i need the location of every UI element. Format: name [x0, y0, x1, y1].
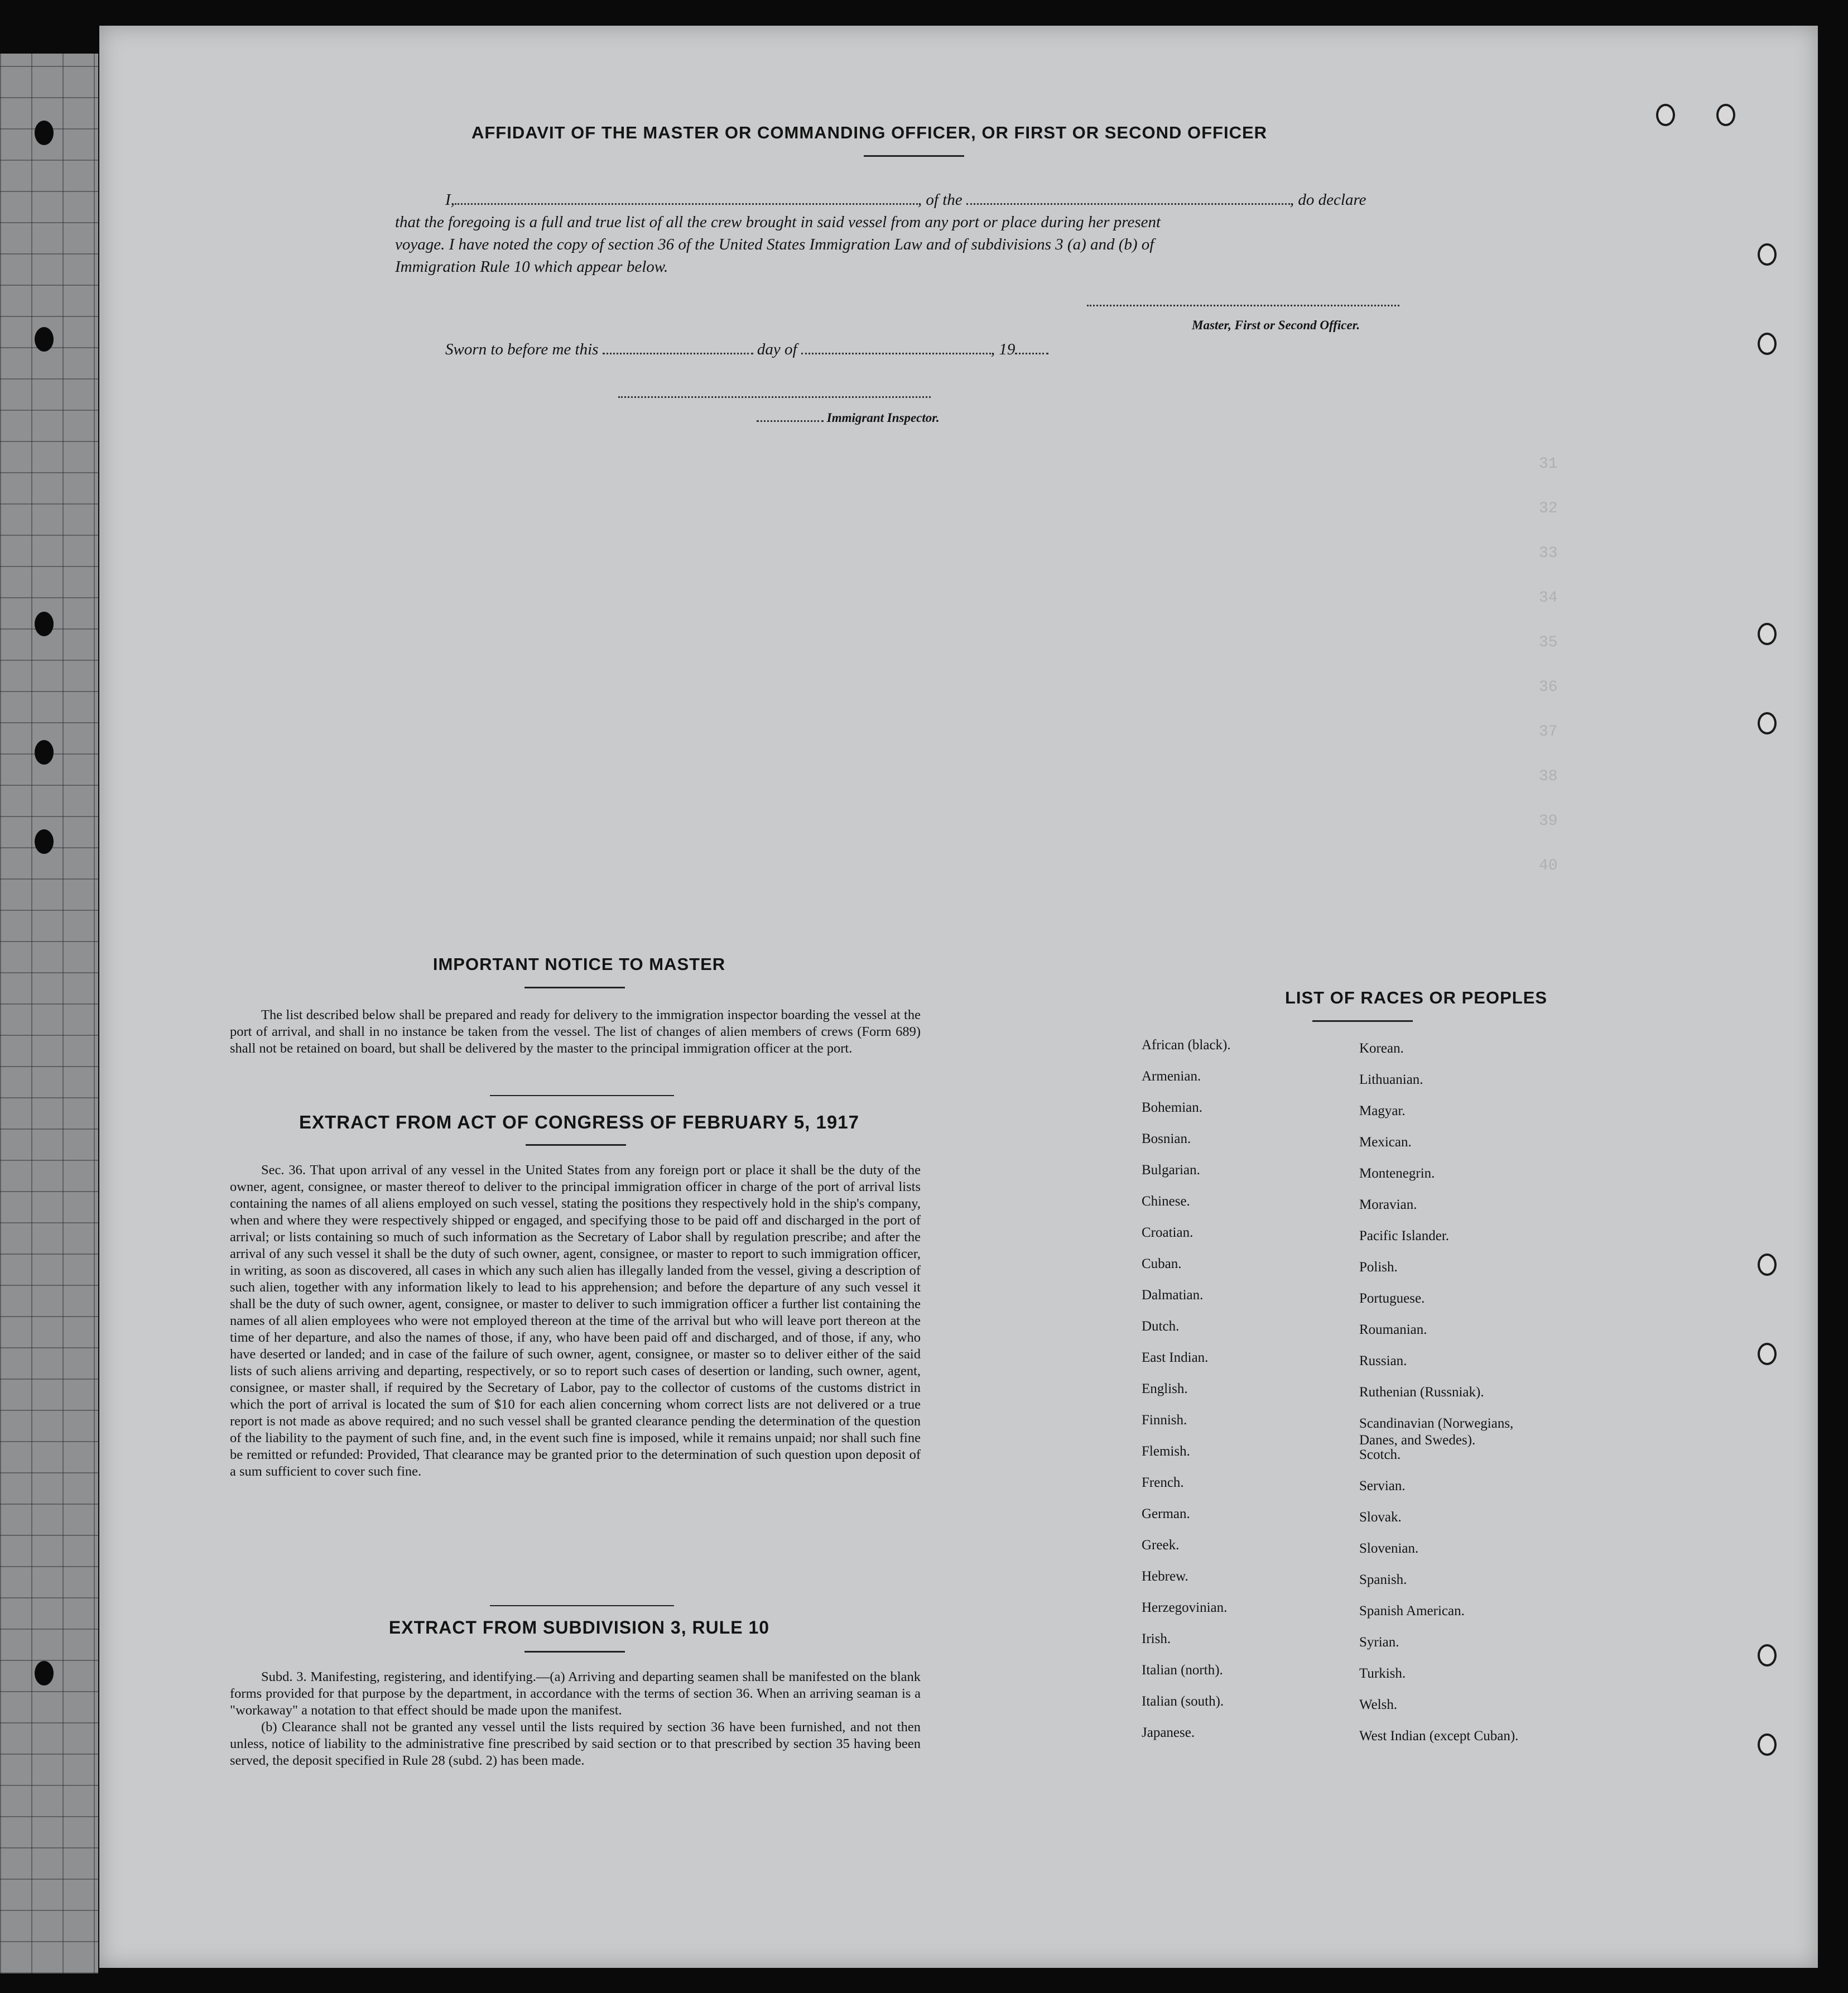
extract-rule-title: EXTRACT FROM SUBDIVISION 3, RULE 10 — [388, 1617, 770, 1637]
race-item: Ruthenian (Russniak). — [1359, 1385, 1484, 1400]
race-item: German. — [1142, 1506, 1190, 1521]
race-item: Pacific Islander. — [1359, 1228, 1450, 1243]
binder-hole — [1758, 1733, 1777, 1756]
sworn-line — [445, 340, 1048, 359]
race-item: Italian (north). — [1142, 1663, 1223, 1678]
race-item: Welsh. — [1359, 1697, 1398, 1712]
race-item: English. — [1142, 1381, 1188, 1396]
sworn-prefix: Sworn to before me this — [445, 340, 599, 358]
binder-hole — [1758, 1343, 1777, 1365]
affidavit-of-the-label: , of the — [917, 191, 963, 209]
binder-hole — [1758, 712, 1777, 734]
race-item: Moravian. — [1359, 1197, 1417, 1212]
race-item: Spanish American. — [1359, 1603, 1465, 1619]
race-item: East Indian. — [1142, 1350, 1209, 1365]
race-item: Magyar. — [1359, 1103, 1406, 1118]
binder-hole — [1758, 243, 1777, 266]
race-item: Turkish. — [1359, 1666, 1406, 1681]
binder-hole — [1758, 1644, 1777, 1667]
binder-hole — [1758, 333, 1777, 355]
affidavit-i-label: I, — [445, 191, 455, 209]
extract-act-text: Sec. 36. That upon arrival of any vessel in the United States from any foreign port or place it shall be the duty of the owner, agent, consignee, or master thereof to deliver to the principal immigration officer in charge of the port of arrival lists containing the names of all aliens employed on such vessel, stating the positions they respectively hold in the ship's company, when and where they were respectively shipped or engaged, and specifying those to be paid off and discharged in the port of arrival; or lists containing so much of such information as the Secretary of Labor shall by regulation prescribe; and after the arrival of any such vessel it shall be the duty of such owner, agent, consignee, or master to report to such immigration officer, in writing, as soon as discovered, all cases in which any such alien has illegally landed from the vessel, giving a description of such alien, together with any information likely to lead to his apprehension; and before the departure of any such vessel it shall be the duty of such owner, agent, consignee, or master to deliver to such immigration officer a further list containing the names of all alien employees who were not employed thereon at the time of the arrival but who will leave port thereon at the time of her departure, and also the names of those, if any, who have been paid off and discharged, and of those, if any, who have deserted or landed; and in case of the failure of such owner, agent, consignee, or master so to deliver either of the said lists of such aliens arriving and departing, respectively, or so to report such cases of desertion or landing, such owner, agent, consignee, or master shall, if required by the Secretary of Labor, pay to the collector of customs of the customs district in which the port of arrival is located the sum of $10 for each alien concerning whom correct lists are not delivered or a true report is not made as above required; and no such vessel shall be granted clearance pending the determination of the question of the liability to the payment of such fine, and, in the event such fine is imposed, while it remains unpaid; nor shall such fine be remitted or refunded: Provided, That clearance may be granted prior to the determination of such question upon deposit of a sum sufficient to cover such fine. — [230, 1163, 921, 1479]
race-item: Syrian. — [1359, 1635, 1399, 1650]
race-item: Japanese. — [1142, 1725, 1195, 1740]
race-item: Dutch. — [1142, 1319, 1180, 1334]
inspector-signature-blank[interactable] — [618, 396, 931, 398]
extract-rule-text-b: (b) Clearance shall not be granted any vessel until the lists required by section 36 have been furnished, and not then unless, notice of liability to the administrative fine prescribed by said section or to that prescribed by section 35 having been served, the deposit specified in Rule 28 (subd. 2) has been made. — [230, 1720, 921, 1768]
vessel-name-blank[interactable] — [966, 203, 1290, 205]
race-item: Korean. — [1359, 1041, 1404, 1056]
races-title: LIST OF RACES OR PEOPLES — [1284, 988, 1548, 1007]
race-item: French. — [1142, 1475, 1184, 1490]
master-signature-blank[interactable] — [1087, 305, 1399, 306]
races-left-column — [1142, 1037, 1231, 1756]
binder-hole — [1656, 104, 1675, 126]
race-item: Greek. — [1142, 1538, 1180, 1553]
race-item: Cuban. — [1142, 1256, 1182, 1271]
race-item: Herzegovinian. — [1142, 1600, 1228, 1615]
race-item: Hebrew. — [1142, 1569, 1188, 1584]
race-item: Servian. — [1359, 1478, 1406, 1493]
race-item: Dalmatian. — [1142, 1288, 1204, 1303]
race-item: Finnish. — [1142, 1413, 1187, 1428]
affidavit-title: AFFIDAVIT OF THE MASTER OR COMMANDING OFFICER, OR FIRST OR SECOND OFFICER — [471, 123, 1268, 142]
race-item: Scandinavian (Norwegians, Danes, and Swedes). — [1359, 1416, 1514, 1448]
race-item: Italian (south). — [1142, 1694, 1224, 1709]
race-item: Lithuanian. — [1359, 1072, 1423, 1087]
race-item: Chinese. — [1142, 1194, 1190, 1209]
master-signature-label: Master, First or Second Officer. — [1192, 318, 1360, 332]
race-item: Croatian. — [1142, 1225, 1194, 1240]
race-item: Scotch. — [1359, 1447, 1401, 1462]
race-item: Russian. — [1359, 1353, 1407, 1368]
race-item: Bulgarian. — [1142, 1163, 1200, 1178]
affidavit-line-4: Immigration Rule 10 which appear below. — [395, 258, 668, 276]
inspector-label: Immigrant Inspector. — [757, 411, 940, 425]
binder-hole — [1716, 104, 1735, 126]
race-item: Roumanian. — [1359, 1322, 1427, 1337]
binder-hole — [1758, 623, 1777, 645]
race-item: Portuguese. — [1359, 1291, 1425, 1306]
binder-hole — [1758, 1254, 1777, 1276]
sworn-day-blank[interactable] — [603, 353, 753, 354]
race-item: Slovak. — [1359, 1510, 1402, 1525]
extract-act-title: EXTRACT FROM ACT OF CONGRESS OF FEBRUARY 5, 1917 — [299, 1112, 859, 1132]
extract-rule-text-a: Subd. 3. Manifesting, registering, and identifying.—(a) Arriving and departing seamen shall be manifested on the blank forms provided for that purpose by the department, in accordance with the terms of section 36. When an arriving seaman is a "workaway" a notation to that effect should be made upon the manifest. — [230, 1669, 921, 1718]
race-item: Polish. — [1359, 1260, 1398, 1275]
manifest-page: 31 32 33 34 35 36 37 38 39 40 AFFIDAVIT OF THE MASTER OR COMMANDING OFFICER, OR FIRST OR SECOND OFFICER I, , of the , do declare that the foregoing is a full and true list of all the crew brought in said vessel from any port or place during her present voyage. I have noted the copy of section 36 of the United States Immigration Law and of subdivisions 3 (a) and (b) of Immigration Rule 10 which appear below. Master, First or Second Officer. Sworn to before me this day of , 19 Immigrant Inspector. IMPORTANT NOTICE TO MASTER The list described below shall be prepared and ready for delivery to the immigration inspector boarding the vessel at the port of arrival, and shall in no instance be taken from the vessel. The list of changes of alien members of crews (Form 689) shall not be retained on board, but shall be delivered by the master to the principal immigration officer at the port. EXTRACT FROM ACT OF CONGRESS OF FEBRUARY 5, 1917 Sec. 36. That upon arrival of any vessel in the United States from any foreign port or place it shall be the duty of the owner, agent, consignee, or master thereof to deliver to the principal immigration officer in charge of the port of arrival lists containing the names of all aliens employed on such vessel, stating the positions they respectively hold in the ship's company, when and where they were respectively shipped or engaged, and specifying those to be paid off and discharged in the port of arrival; or lists containing so much of such information as the Secretary of Labor shall by regulation prescribe; and after the arrival of any such vessel it shall be the duty of such owner, agent, consignee, or master to report to such immigration officer, in writing, as soon as discovered, all cases in which any such alien has illegally landed from the vessel, giving a description of such alien, together with any information likely to lead to his apprehension; and before the departure of any such vessel it shall be the duty of such owner, agent, consignee, or master to deliver to such immigration officer a further list containing the names of all alien employees who were not employed thereon at the time of the arrival but who will leave port thereon at the time of her departure, and also the names of those, if any, who have been paid off and discharged, and of those, if any, who have deserted or landed; and in case of the failure of such owner, agent, consignee, or master so to deliver either of the said lists of such aliens arriving and departing, respectively, or so to report such cases of desertion or landing, such owner, agent, consignee, or master shall, if required by the Secretary of Labor, pay to the collector of customs of the customs district in which the port of arrival is located the sum of $10 for each alien concerning whom correct lists are not delivered or a true report is not made as above required; and no such vessel shall be granted clearance pending the determination of the question of the liability to the payment of such fine, and, in the event such fine is imposed, while it remains unpaid; nor shall such fine be remitted or refunded: Provided, That clearance may be granted prior to the determination of such question upon deposit of a sum sufficient to cover such fine. EXTRACT FROM SUBDIVISION 3, RULE 10 Subd. 3. Manifesting, registering, and identifying.—(a) Arriving and departing seamen shall be manifested on the blank forms provided for that purpose by the department, in accordance with the terms of section 36. When an arriving seaman is a "workaway" a notation to that effect should be made upon the manifest. (b) Clearance shall not be granted any vessel until the lists required by section 36 have been furnished, and not then unless, notice of liability to the administrative fine prescribed by said section or to that prescribed by section 35 having been served, the deposit specified in Rule 28 (subd. 2) has been made. LIST OF RACES OR PEOPLES African (black). Armenian. Bohemian. Bosnian. Bulgarian. Chinese. Croatian. Cuban. Dalmatian. Dutch. East Indian. English. Finnish. Flemish. French. German. Greek. Hebrew. Herzegovinian. Irish. Italian (north). Italian (south). Japanese. Korean. Lithuanian. Magyar. Mexican. Montenegrin. Moravian. Pacific Islander. Polish. Portuguese. Roumanian. Russian. Ruthenian (Russniak). Scandinavian (Norwegians, Danes, and Swedes). Scotch. Servian. Slovak. Slovenian. Spanish. Spanish American. Syrian. Turkish. Welsh. West Indian (except Cuban). — [99, 26, 1818, 1968]
notice-text: The list described below shall be prepared and ready for delivery to the immigration inspector boarding the vessel at the port of arrival, and shall in no instance be taken from the vessel. The list of changes of alien members of crews (Form 689) shall not be retained on board, but shall be delivered by the master to the principal immigration officer at the port. — [230, 1007, 921, 1056]
races-right-column — [1359, 1040, 1518, 1759]
race-item: Bosnian. — [1142, 1131, 1191, 1146]
race-item: Flemish. — [1142, 1444, 1190, 1459]
race-item: Slovenian. — [1359, 1541, 1419, 1556]
affidavit-do-declare-label: , do declare — [1289, 191, 1366, 209]
sworn-year: , 19 — [990, 340, 1016, 358]
affidavit-declaration-line — [445, 191, 1366, 209]
race-item: Bohemian. — [1142, 1100, 1203, 1115]
adjacent-page-strip — [0, 54, 98, 1973]
race-item: Armenian. — [1142, 1069, 1201, 1084]
race-item: African (black). — [1142, 1038, 1231, 1053]
race-item: Mexican. — [1359, 1135, 1412, 1150]
race-item: Spanish. — [1359, 1572, 1407, 1587]
extract-rule-text — [230, 1669, 921, 1769]
affidavit-line-2: that the foregoing is a full and true list of all the crew brought in said vessel from any port or place during her present — [395, 213, 1161, 231]
sworn-year-blank[interactable] — [1015, 353, 1048, 354]
officer-name-blank[interactable] — [455, 203, 918, 205]
notice-title: IMPORTANT NOTICE TO MASTER — [432, 954, 726, 974]
sworn-day-of: day of — [757, 340, 797, 358]
sworn-month-blank[interactable] — [801, 353, 991, 354]
race-item: West Indian (except Cuban). — [1359, 1728, 1519, 1744]
race-item: Montenegrin. — [1359, 1166, 1435, 1181]
affidavit-line-3: voyage. I have noted the copy of section 36 of the United States Immigration Law and of subdivisions 3 (a) and (b) of — [395, 236, 1154, 253]
race-item: Irish. — [1142, 1631, 1171, 1646]
